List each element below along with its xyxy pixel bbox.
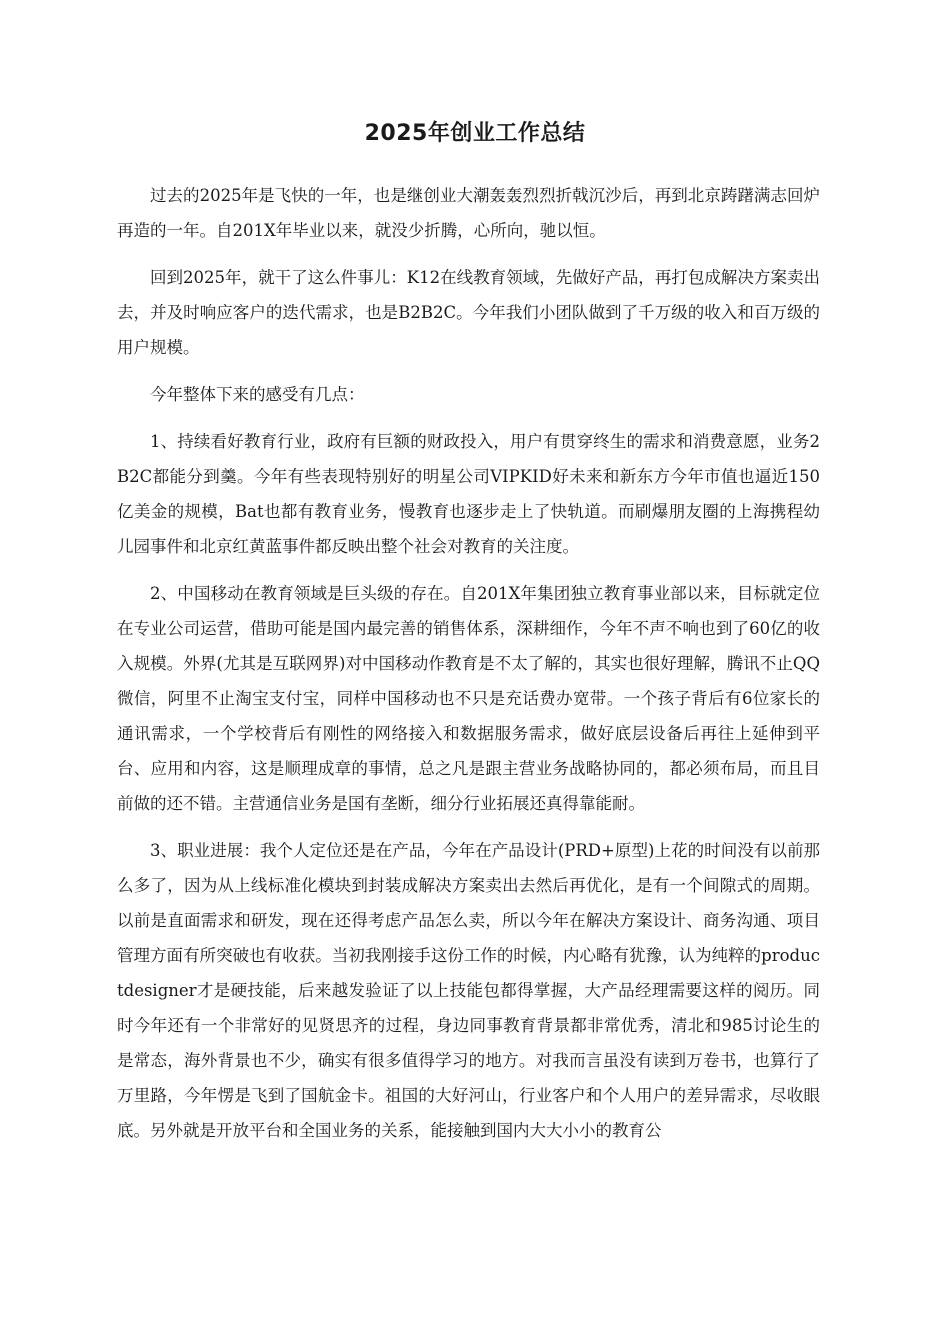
- paragraph-point-3: 3、职业进展：我个人定位还是在产品，今年在产品设计(PRD+原型)上花的时间没有以前那么多了，因为从上线标准化模块到封装成解决方案卖出去然后再优化，是有一个间隙式的周期。以前是直面需求和研发，现在还得考虑产品怎么卖，所以今年在解决方案设计、商务沟通、项目管理方面有所突破也有收获。当初我刚接手这份工作的时候，内心略有犹豫，认为纯粹的productdesigner才是硬技能，后来越发验证了以上技能包都得掌握，大产品经理需要这样的阅历。同时今年还有一个非常好的见贤思齐的过程，身边同事教育背景都非常优秀，清北和985讨论生的是常态，海外背景也不少，确实有很多值得学习的地方。对我而言虽没有读到万卷书，也算行了万里路，今年愣是飞到了国航金卡。祖国的大好河山，行业客户和个人用户的差异需求，尽收眼底。另外就是开放平台和全国业务的关系，能接触到国内大大小小的教育公: [117, 841, 820, 1140]
- document-title: 2025年创业工作总结: [364, 121, 586, 146]
- paragraph-intro: 过去的2025年是飞快的一年，也是继创业大潮轰轰烈烈折戟沉沙后，再到北京踌躇满志回炉再造的一年。自201X年毕业以来，就没少折腾，心所向，驰以恒。: [117, 186, 820, 240]
- paragraph-point-2: 2、中国移动在教育领域是巨头级的存在。自201X年集团独立教育事业部以来，目标就定位在专业公司运营，借助可能是国内最完善的销售体系，深耕细作，今年不声不响也到了60亿的收入规模。外界(尤其是互联网界)对中国移动作教育是不太了解的，其实也很好理解，腾讯不止QQ微信，阿里不止淘宝支付宝，同样中国移动也不只是充话费办宽带。一个孩子背后有6位家长的通讯需求，一个学校背后有刚性的网络接入和数据服务需求，做好底层设备后再往上延伸到平台、应用和内容，这是顺理成章的事情，总之凡是跟主营业务战略协同的，都必须布局，而且目前做的还不错。主营通信业务是国有垄断，细分行业拓展还真得靠能耐。: [117, 584, 820, 813]
- paragraph-feelings-heading: 今年整体下来的感受有几点：: [150, 385, 365, 404]
- paragraph-point-1: 1、持续看好教育行业，政府有巨额的财政投入，用户有贯穿终生的需求和消费意愿，业务2B2C都能分到羹。今年有些表现特别好的明星公司VIPKID好未来和新东方今年市值也逼近150亿美金的规模，Bat也都有教育业务，慢教育也逐步走上了快轨道。而刷爆朋友圈的上海携程幼儿园事件和北京红黄蓝事件都反映出整个社会对教育的关注度。: [117, 432, 820, 556]
- document-body: [117, 178, 820, 1160]
- paragraph-summary: 回到2025年，就干了这么件事儿：K12在线教育领域，先做好产品，再打包成解决方案卖出去，并及时响应客户的迭代需求，也是B2B2C。今年我们小团队做到了千万级的收入和百万级的用户规模。: [117, 268, 820, 357]
